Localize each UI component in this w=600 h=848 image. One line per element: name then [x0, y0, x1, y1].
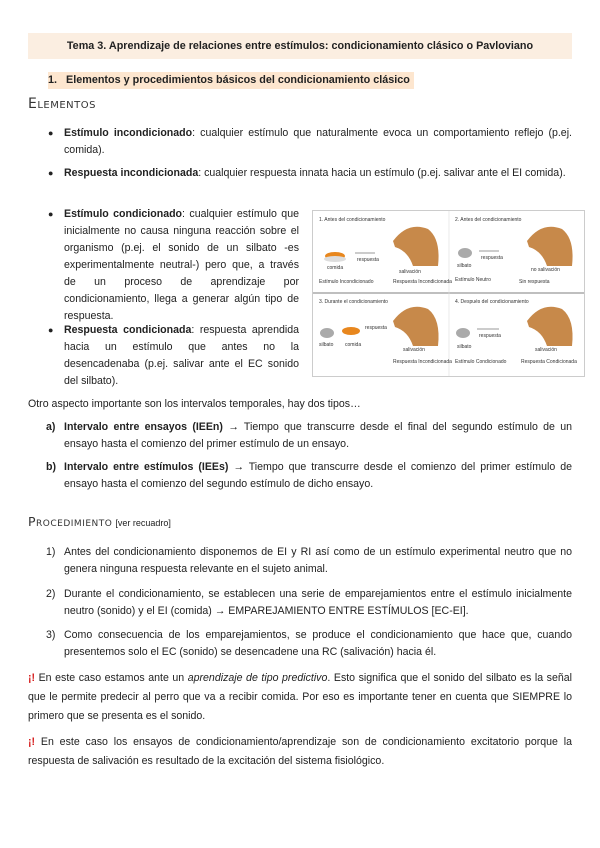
bullet-item: ● Respuesta condicionada: respuesta aprendida hacia un estímulo que antes no la desencadenaba (p.ej. salivar ante el EC sonido del silbato).: [48, 324, 299, 387]
intervals-intro: Otro aspecto importante son los intervalos temporales, hay dos tipos…: [28, 398, 361, 410]
conditioning-figure: [312, 210, 585, 377]
bullet-item: ● Estímulo condicionado: cualquier estímulo que inicialmente no causa ninguna reacción sobre el organismo (p.ej. el sonido de un silbato -es experimentalmente neutral-) pero que, a través de un proceso de aprendizaje por condicionamiento, llega a generar algún tipo de respuesta.: [48, 208, 299, 322]
svg-text:4. Después del condicionamient: 4. Después del condicionamiento: [455, 299, 529, 305]
alert-icon: ¡!: [28, 672, 36, 684]
svg-text:Respuesta Incondicionada: Respuesta Incondicionada: [393, 359, 452, 365]
svg-text:silbato: silbato: [319, 342, 334, 348]
document-title: Tema 3. Aprendizaje de relaciones entre estímulos: condicionamiento clásico o Pavloviano: [28, 33, 572, 59]
step-item: 2) Durante el condicionamiento, se establecen una serie de emparejamientos entre el estímulo inicialmente neutro (sonido) y el EI (comida) → EMPAREJAMIENTO ENTRE ESTÍMULOS [EC-EI].: [46, 588, 572, 617]
svg-text:Estímulo Condicionado: Estímulo Condicionado: [455, 359, 507, 365]
svg-text:Estímulo Neutro: Estímulo Neutro: [455, 277, 491, 283]
panel-2: [455, 217, 573, 285]
svg-text:Respuesta Incondicionada: Respuesta Incondicionada: [393, 279, 452, 285]
bullet-item: ● Estímulo incondicionado: cualquier estímulo que naturalmente evoca un comportamiento reflejo (p.ej. comida).: [48, 127, 572, 156]
procedimiento-heading: Procedimiento [ver recuadro]: [28, 514, 171, 529]
note-excitatorio: ¡! En este caso los ensayos de condicionamiento/aprendizaje son de condicionamiento excitatorio porque la respuesta de salivación es resultado de la excitación del sistema fisiológico.: [28, 736, 572, 767]
elementos-heading: Elementos: [28, 96, 96, 112]
svg-text:comida: comida: [327, 265, 344, 271]
panel-3: [319, 299, 452, 365]
svg-text:no salivación: no salivación: [531, 267, 560, 273]
section-heading: [48, 72, 414, 89]
interval-item: a) Intervalo entre ensayos (IEEn) → Tiempo que transcurre desde el final del segundo estímulo de un ensayo hasta el comienzo del primer estímulo de un ensayo.: [46, 421, 572, 450]
svg-text:silbato: silbato: [457, 263, 472, 269]
svg-text:respuesta: respuesta: [479, 333, 501, 339]
panel-4: [455, 299, 577, 365]
bullet-item: ● Respuesta incondicionada: cualquier respuesta innata hacia un estímulo (p.ej. salivar ante el EI comida).: [48, 167, 566, 179]
step-item: 1) Antes del condicionamiento disponemos de EI y RI así como de un estímulo experimental neutro que no genera ninguna respuesta relevante en el sujeto animal.: [46, 546, 572, 575]
svg-text:salivación: salivación: [535, 347, 557, 353]
svg-text:salivación: salivación: [403, 347, 425, 353]
interval-item: b) Intervalo entre estímulos (IEEs) → Tiempo que transcurre desde el comienzo del primer estímulo de ensayo hasta el comienzo del segundo estímulo de dicho ensayo.: [46, 461, 572, 490]
note-predictivo: ¡! En este caso estamos ante un aprendizaje de tipo predictivo. Esto significa que el sonido del silbato es la señal que le permite predecir al perro que va a recibir comida. Por eso es importante tener en cuenta que SIEMPRE lo primero que se presenta es el sonido.: [28, 672, 572, 722]
svg-text:salivación: salivación: [399, 269, 421, 275]
svg-text:3. Durante el condicionamiento: 3. Durante el condicionamiento: [319, 299, 388, 305]
svg-text:respuesta: respuesta: [357, 257, 379, 263]
svg-text:comida: comida: [345, 342, 362, 348]
panel-1: [319, 217, 452, 285]
alert-icon: ¡!: [28, 736, 36, 748]
svg-text:Respuesta Condicionada: Respuesta Condicionada: [521, 359, 577, 365]
svg-text:2. Antes del condicionamiento: 2. Antes del condicionamiento: [455, 217, 522, 223]
section-number: 1.: [48, 74, 58, 86]
svg-text:respuesta: respuesta: [481, 255, 503, 261]
step-item: 3) Como consecuencia de los emparejamientos, se produce el condicionamiento que hace que, cuando presentemos solo el EC (sonido) se desencadene una RC (salivación) hacia él.: [46, 629, 572, 658]
svg-text:silbato: silbato: [457, 344, 472, 350]
svg-text:respuesta: respuesta: [365, 325, 387, 331]
svg-text:Estímulo Incondicionado: Estímulo Incondicionado: [319, 279, 374, 285]
svg-text:1. Antes del condicionamiento: 1. Antes del condicionamiento: [319, 217, 386, 223]
svg-text:Sin respuesta: Sin respuesta: [519, 279, 550, 285]
section-label: Elementos y procedimientos básicos del condicionamiento clásico: [66, 74, 410, 86]
